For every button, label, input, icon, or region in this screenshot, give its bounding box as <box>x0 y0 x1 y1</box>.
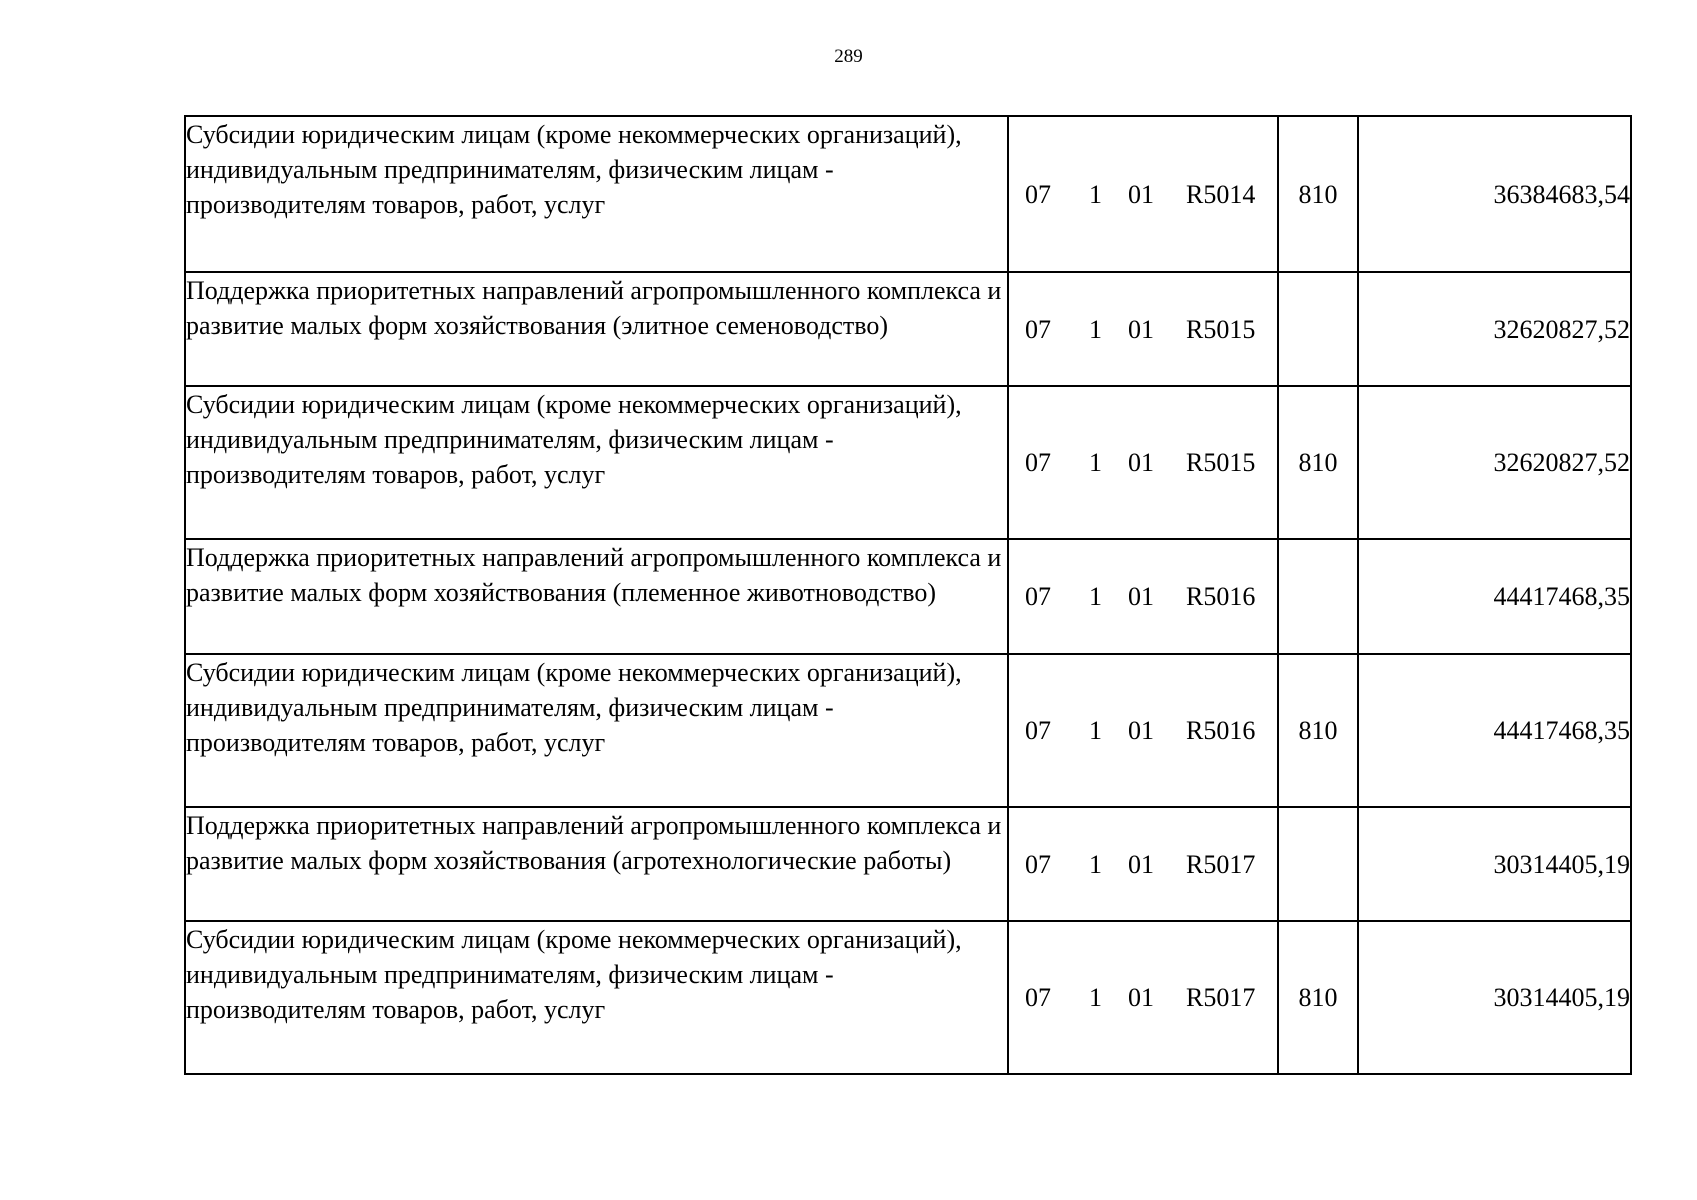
target-article-code <box>1008 539 1278 654</box>
expense-type-code: 810 <box>1278 116 1358 272</box>
main-event-code: 01 <box>1128 582 1154 611</box>
amount-value: 30314405,19 <box>1358 807 1631 921</box>
row-description: Субсидии юридическим лицам (кроме некоммерческих организаций), индивидуальным предпринимателям, физическим лицам - производителям товаров, работ, услуг <box>185 386 1008 539</box>
program-code: 07 <box>1025 314 1051 344</box>
row-description: Субсидии юридическим лицам (кроме некоммерческих организаций), индивидуальным предпринимателям, физическим лицам - производителям товаров, работ, услуг <box>185 654 1008 807</box>
expense-type-code: 810 <box>1278 654 1358 807</box>
row-description: Поддержка приоритетных направлений агропромышленного комплекса и развитие малых форм хозяйствования (племенное животноводство) <box>185 539 1008 654</box>
main-event-code: 01 <box>1128 314 1154 344</box>
expense-type-code: 810 <box>1278 386 1358 539</box>
direction-code: R5015 <box>1186 448 1256 477</box>
subprogram-code: 1 <box>1089 716 1102 745</box>
amount-value: 36384683,54 <box>1358 116 1631 272</box>
table-row <box>185 921 1631 1074</box>
subprogram-code: 1 <box>1089 179 1102 209</box>
row-description: Субсидии юридическим лицам (кроме некоммерческих организаций), индивидуальным предпринимателям, физическим лицам - производителям товаров, работ, услуг <box>185 921 1008 1074</box>
expense-type-code <box>1278 807 1358 921</box>
subprogram-code: 1 <box>1089 448 1102 477</box>
table-row <box>185 272 1631 386</box>
direction-code: R5016 <box>1186 716 1256 745</box>
expense-type-code <box>1278 539 1358 654</box>
main-event-code: 01 <box>1128 716 1154 745</box>
amount-value: 44417468,35 <box>1358 654 1631 807</box>
amount-value: 44417468,35 <box>1358 539 1631 654</box>
table-row <box>185 654 1631 807</box>
row-description: Субсидии юридическим лицам (кроме некоммерческих организаций), индивидуальным предпринимателям, физическим лицам - производителям товаров, работ, услуг <box>185 116 1008 272</box>
table-row <box>185 386 1631 539</box>
subprogram-code: 1 <box>1089 582 1102 611</box>
program-code: 07 <box>1025 716 1051 745</box>
amount-value: 32620827,52 <box>1358 386 1631 539</box>
table-row <box>185 539 1631 654</box>
page-number: 289 <box>834 46 863 67</box>
program-code: 07 <box>1025 448 1051 477</box>
budget-table <box>184 115 1632 1075</box>
table-row <box>185 807 1631 921</box>
direction-code: R5016 <box>1186 582 1256 611</box>
table-row <box>185 116 1631 272</box>
main-event-code: 01 <box>1128 448 1154 477</box>
program-code: 07 <box>1025 983 1051 1012</box>
expense-type-code: 810 <box>1278 921 1358 1074</box>
direction-code: R5014 <box>1186 179 1256 209</box>
row-description: Поддержка приоритетных направлений агропромышленного комплекса и развитие малых форм хозяйствования (элитное семеноводство) <box>185 272 1008 386</box>
target-article-code <box>1008 807 1278 921</box>
amount-value: 32620827,52 <box>1358 272 1631 386</box>
target-article-code <box>1008 386 1278 539</box>
subprogram-code: 1 <box>1089 983 1102 1012</box>
direction-code: R5015 <box>1186 314 1256 344</box>
expense-type-code <box>1278 272 1358 386</box>
direction-code: R5017 <box>1186 983 1256 1012</box>
main-event-code: 01 <box>1128 179 1154 209</box>
subprogram-code: 1 <box>1089 314 1102 344</box>
main-event-code: 01 <box>1128 983 1154 1012</box>
main-event-code: 01 <box>1128 849 1154 879</box>
amount-value: 30314405,19 <box>1358 921 1631 1074</box>
target-article-code <box>1008 921 1278 1074</box>
target-article-code <box>1008 654 1278 807</box>
program-code: 07 <box>1025 179 1051 209</box>
target-article-code <box>1008 272 1278 386</box>
target-article-code <box>1008 116 1278 272</box>
program-code: 07 <box>1025 582 1051 611</box>
row-description: Поддержка приоритетных направлений агропромышленного комплекса и развитие малых форм хозяйствования (агротехнологические работы) <box>185 807 1008 921</box>
program-code: 07 <box>1025 849 1051 879</box>
subprogram-code: 1 <box>1089 849 1102 879</box>
direction-code: R5017 <box>1186 849 1256 879</box>
